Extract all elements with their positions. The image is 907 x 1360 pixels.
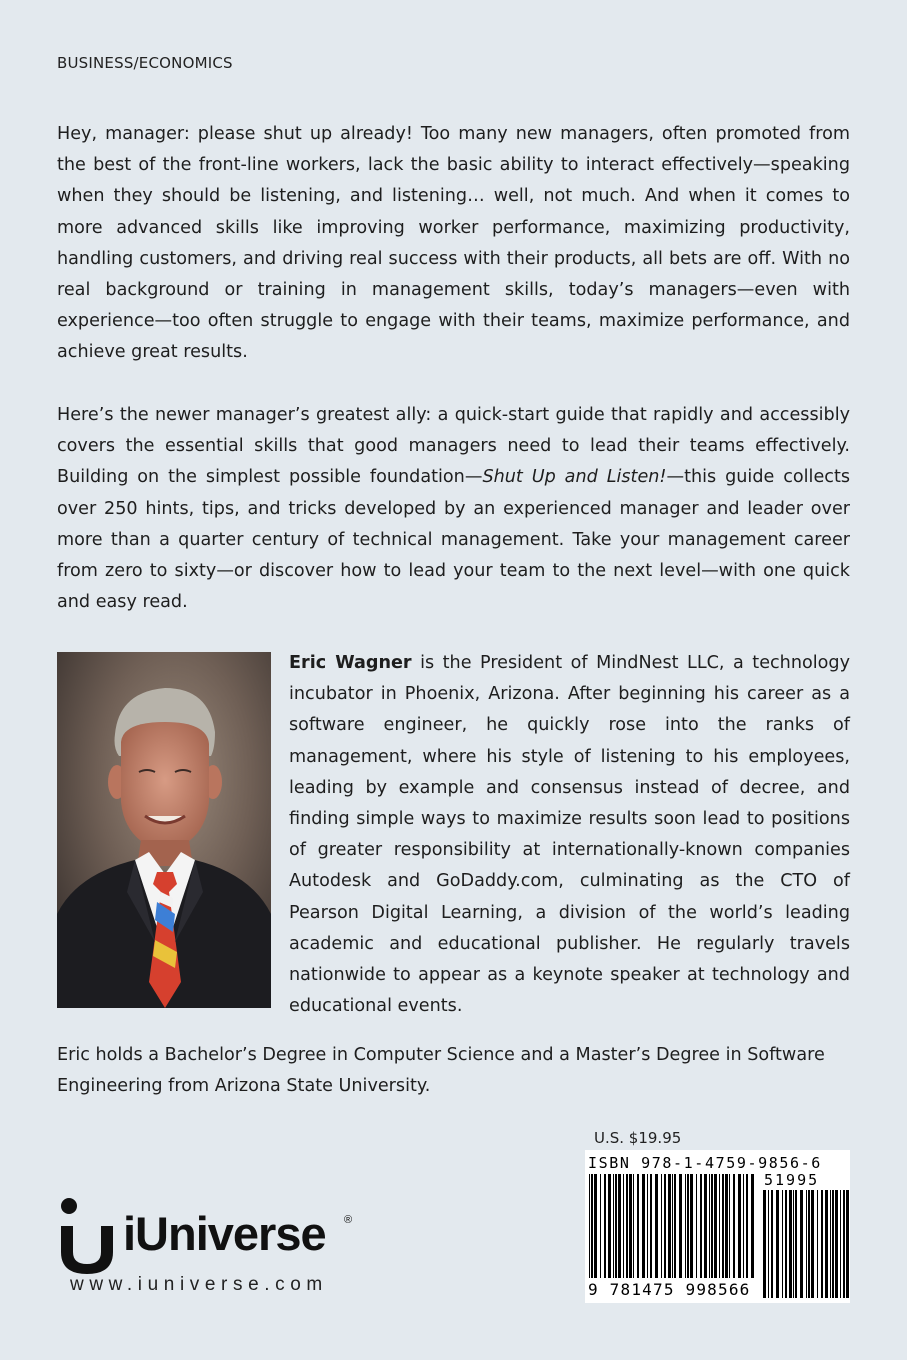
barcode-bar	[591, 1174, 593, 1278]
barcode-bar	[840, 1190, 841, 1298]
barcode-bar	[687, 1174, 689, 1278]
barcode-bar	[709, 1174, 710, 1278]
barcode-bar	[811, 1190, 814, 1298]
barcode-bar	[733, 1174, 735, 1278]
barcode-bar	[846, 1190, 849, 1298]
author-degrees: Eric holds a Bachelor’s Degree in Computer Science and a Master’s Degree in Software Engineering from Arizona State University.	[57, 1045, 825, 1097]
author-name: Eric Wagner	[289, 653, 412, 673]
book-title-inline: Shut Up and Listen!	[482, 467, 667, 488]
description-paragraph-2	[57, 400, 850, 618]
barcode-bar	[696, 1174, 697, 1278]
barcode-bar	[704, 1174, 707, 1278]
barcode-bar	[789, 1190, 792, 1298]
ean-digits: 9 781475 998566	[588, 1280, 751, 1299]
barcode-bar	[800, 1190, 803, 1298]
barcode-addon-text: 51995	[764, 1171, 820, 1189]
barcode-bar	[763, 1190, 766, 1298]
barcode-bar	[589, 1174, 590, 1278]
barcode-bar	[650, 1174, 652, 1278]
barcode-bar	[843, 1190, 845, 1298]
barcode-bar	[729, 1174, 730, 1278]
barcode-bar	[782, 1190, 783, 1298]
barcode-bar	[600, 1174, 601, 1278]
barcode-bar	[604, 1174, 606, 1278]
barcode-bar	[725, 1174, 728, 1278]
barcode-bar	[679, 1174, 682, 1278]
barcode-bar	[785, 1190, 787, 1298]
barcode-bar	[668, 1174, 671, 1278]
price-label: U.S. $19.95	[594, 1129, 682, 1147]
paragraph-2-rest: —this guide collects over 250 hints, tips, and tricks developed by an experienced manager and leader over more than a quarter century of technical management. Take your management career from zero to sixty—or discover how to lead your team to the next level—with one quick and easy read.	[57, 467, 851, 613]
author-bio	[289, 648, 850, 1022]
barcode-bar	[743, 1174, 744, 1278]
barcode-bar	[647, 1174, 648, 1278]
barcode-bar	[672, 1174, 673, 1278]
barcode-bar	[613, 1174, 614, 1278]
barcode-bar	[615, 1174, 617, 1278]
barcode-bar	[674, 1174, 676, 1278]
registered-mark: ®	[344, 1214, 353, 1226]
iuniverse-emblem-icon	[57, 1196, 117, 1276]
barcode-bar	[793, 1190, 794, 1298]
barcode-bar	[623, 1174, 624, 1278]
barcode-bar	[830, 1190, 831, 1298]
barcode-bar	[594, 1174, 597, 1278]
barcode-bar	[618, 1174, 621, 1278]
barcode-bar	[714, 1174, 717, 1278]
barcode-bar	[637, 1174, 639, 1278]
barcode-bar	[661, 1174, 662, 1278]
barcode-bar	[700, 1174, 702, 1278]
barcode-bar	[832, 1190, 834, 1298]
barcode-bar	[795, 1190, 797, 1298]
description-paragraph-1: Hey, manager: please shut up already! Too many new managers, often promoted from the best of the front-line workers, lack the basic ability to interact effectively—speaking when they should be listening, and listening… well, not much. And when it comes to more advanced skills like improving worker performance, maximizing productivity, handling customers, and driving real success with their products, all bets are off. With no real background or training in management skills, today’s managers—even with experience—too often struggle to engage with their teams, maximize performance, and achieve great results.	[57, 124, 850, 363]
barcode-bar	[835, 1190, 838, 1298]
barcode-bar	[633, 1174, 634, 1278]
paragraph-2-intro: Here’s the newer manager’s greatest ally: a quick-start guide that rapidly and accessibly covers the essential skills that good managers need to lead their teams effectively. Building on the simplest possible foundation—	[57, 405, 850, 488]
barcode-bar	[685, 1174, 686, 1278]
barcode-bar	[806, 1190, 807, 1298]
author-bio-text: is the President of MindNest LLC, a technology incubator in Phoenix, Arizona. After beginning his career as a software engineer, he quickly rose into the ranks of management, where his style of listening to his employees, leading by example and consensus instead of decree, and finding simple ways to maximize results soon lead to positions of greater responsibility at internationally-known companies Autodesk and GoDaddy.com, culminating as the CTO of Pearson Digital Learning, a division of the world’s leading academic and educational publisher. He regularly travels nationwide to appear as a keynote speaker at technology and educational events.	[289, 653, 850, 1017]
barcode-bar	[776, 1190, 779, 1298]
barcode-bar	[821, 1190, 823, 1298]
barcode-bar	[664, 1174, 666, 1278]
barcode-bar	[817, 1190, 818, 1298]
publisher-website: www.iuniverse.com	[70, 1274, 328, 1295]
barcode-bar	[722, 1174, 724, 1278]
barcode-bar	[751, 1174, 754, 1278]
barcode-bar	[626, 1174, 628, 1278]
author-photo	[57, 652, 271, 1008]
barcode-bar	[738, 1174, 741, 1278]
barcode-bar	[808, 1190, 810, 1298]
isbn-barcode	[585, 1150, 850, 1303]
barcode-bar	[825, 1190, 828, 1298]
isbn-text: ISBN 978-1-4759-9856-6	[588, 1154, 822, 1172]
barcode-bar	[768, 1190, 769, 1298]
barcode-bar	[690, 1174, 693, 1278]
category-label: BUSINESS/ECONOMICS	[57, 54, 233, 72]
iuniverse-logo	[57, 1196, 367, 1276]
barcode-bar	[642, 1174, 645, 1278]
barcode-bar	[655, 1174, 658, 1278]
barcode-bar	[629, 1174, 632, 1278]
barcode-bar	[746, 1174, 748, 1278]
barcode-bar	[771, 1190, 773, 1298]
barcode-bar	[719, 1174, 720, 1278]
barcode-bar	[711, 1174, 713, 1278]
logo-wordmark: iUniverse	[123, 1207, 326, 1260]
barcode-bar	[608, 1174, 611, 1278]
